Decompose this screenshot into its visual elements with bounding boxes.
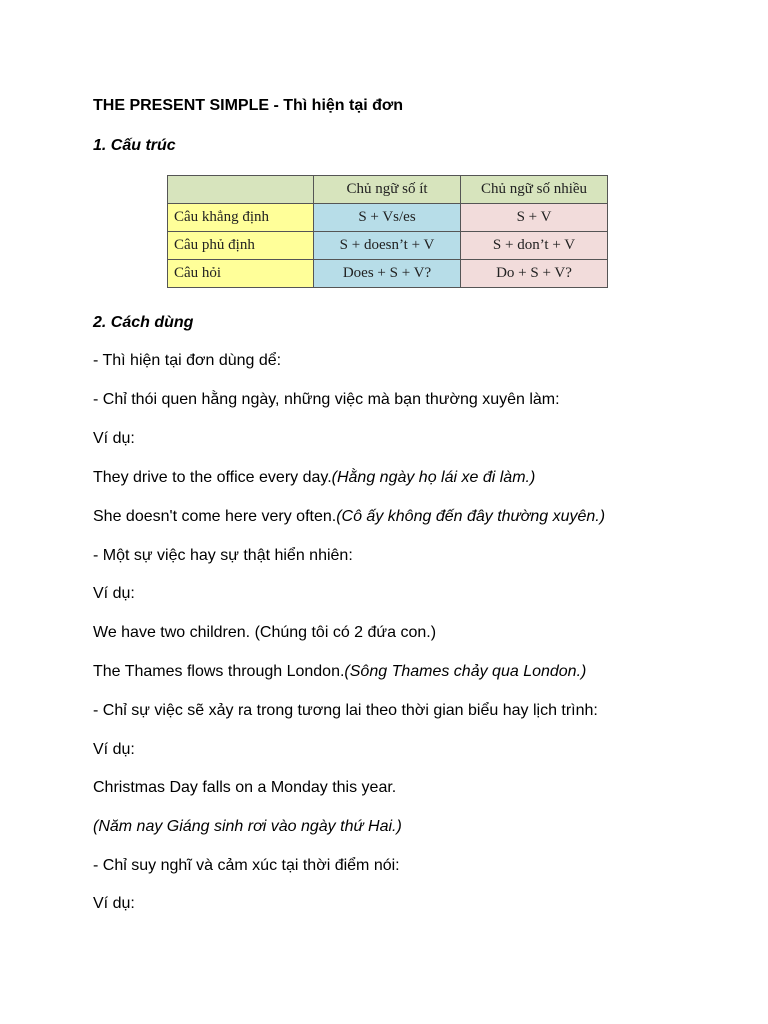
table-cell: S + V xyxy=(461,204,608,232)
example-sentence xyxy=(93,507,605,527)
example-sentence: We have two children. (Chúng tôi có 2 đứa con.) xyxy=(93,624,437,641)
table-cell: Does + S + V? xyxy=(314,260,461,288)
table-row xyxy=(168,204,608,232)
usage-4: - Chỉ suy nghĩ và cảm xúc tại thời điểm nói: xyxy=(93,857,400,874)
section-heading-structure: 1. Cấu trúc xyxy=(93,137,176,154)
table-header-cell: Chủ ngữ số ít xyxy=(314,176,461,204)
table-cell: Do + S + V? xyxy=(461,260,608,288)
example-translation: (Cô ấy không đến đây thường xuyên.) xyxy=(336,508,606,525)
example-label: Ví dụ: xyxy=(93,895,135,912)
table-header-cell xyxy=(168,176,314,204)
example-label: Ví dụ: xyxy=(93,741,135,758)
table-cell: S + doesn’t + V xyxy=(314,232,461,260)
table-row-label: Câu khẳng định xyxy=(168,204,314,232)
table-row xyxy=(168,232,608,260)
table-row-label: Câu hỏi xyxy=(168,260,314,288)
table-row-label: Câu phủ định xyxy=(168,232,314,260)
table-header-cell: Chủ ngữ số nhiều xyxy=(461,176,608,204)
example-text: They drive to the office every day. xyxy=(93,469,332,486)
table-cell: S + Vs/es xyxy=(314,204,461,232)
usage-2: - Một sự việc hay sự thật hiển nhiên: xyxy=(93,547,353,564)
example-label: Ví dụ: xyxy=(93,585,135,602)
page-title: THE PRESENT SIMPLE - Thì hiện tại đơn xyxy=(93,97,404,114)
example-translation: (Năm nay Giáng sinh rơi vào ngày thứ Hai.) xyxy=(93,818,402,835)
example-text: She doesn't come here very often. xyxy=(93,508,337,525)
example-sentence xyxy=(93,662,586,682)
table-cell: S + don’t + V xyxy=(461,232,608,260)
table-header-row xyxy=(168,176,608,204)
example-text: The Thames flows through London. xyxy=(93,663,345,680)
table-row xyxy=(168,260,608,288)
example-sentence: Christmas Day falls on a Monday this year. xyxy=(93,779,397,796)
example-sentence xyxy=(93,468,535,488)
usage-1: - Chỉ thói quen hằng ngày, những việc mà bạn thường xuyên làm: xyxy=(93,391,560,408)
structure-table xyxy=(167,175,608,288)
example-translation: (Hằng ngày họ lái xe đi làm.) xyxy=(331,469,536,486)
example-label: Ví dụ: xyxy=(93,430,135,447)
example-translation: (Sông Thames chảy qua London.) xyxy=(344,663,587,680)
usage-intro: - Thì hiện tại đơn dùng dể: xyxy=(93,352,282,369)
section-heading-usage: 2. Cách dùng xyxy=(93,314,194,331)
usage-3: - Chỉ sự việc sẽ xảy ra trong tương lai theo thời gian biểu hay lịch trình: xyxy=(93,702,598,719)
